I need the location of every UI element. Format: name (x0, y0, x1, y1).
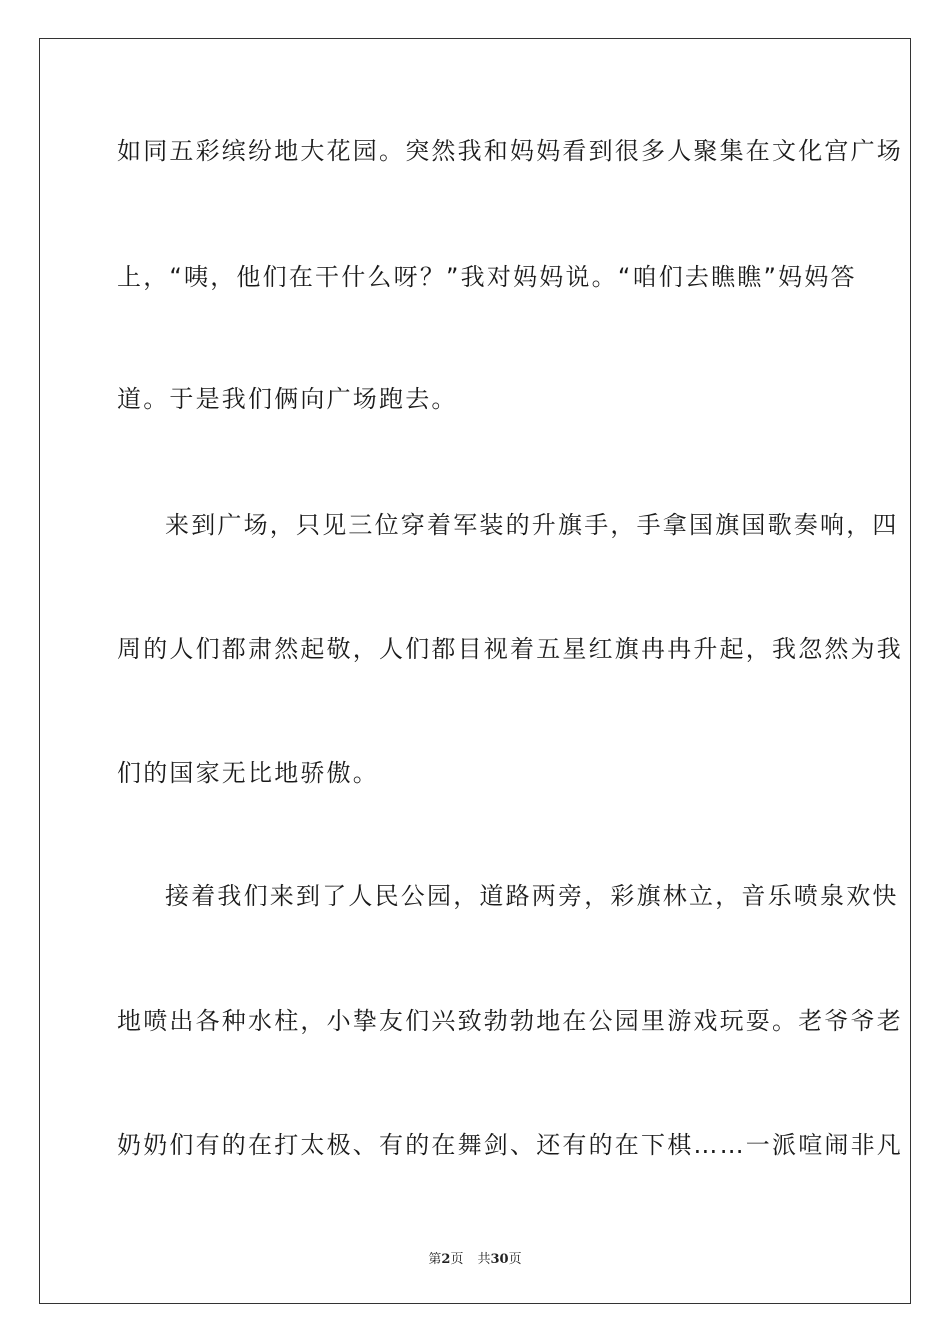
text-line-3: 道。于是我们俩向广场跑去。 (117, 385, 458, 413)
page-border (39, 38, 911, 1304)
page-suffix: 页 (450, 1252, 464, 1267)
page-footer (0, 1248, 950, 1267)
page-number: 2 (441, 1252, 451, 1267)
text-line-1: 如同五彩缤纷地大花园。突然我和妈妈看到很多人聚集在文化宫广场 (117, 137, 903, 165)
text-line-9: 奶奶们有的在打太极、有的在舞剑、还有的在下棋……一派喧闹非凡 (117, 1131, 903, 1159)
total-suffix: 页 (508, 1252, 522, 1267)
text-line-8: 地喷出各种水柱，小挚友们兴致勃勃地在公园里游戏玩耍。老爷爷老 (117, 1007, 903, 1035)
text-line-4: 来到广场，只见三位穿着军装的升旗手，手拿国旗国歌奏响，四 (165, 511, 899, 539)
text-line-2: 上，“咦，他们在干什么呀？”我对妈妈说。“咱们去瞧瞧”妈妈答 (117, 263, 857, 291)
total-pages: 30 (490, 1252, 509, 1267)
page-prefix: 第 (428, 1252, 442, 1267)
total-prefix: 共 (477, 1252, 491, 1267)
text-line-5: 周的人们都肃然起敬，人们都目视着五星红旗冉冉升起，我忽然为我 (117, 635, 903, 663)
text-line-6: 们的国家无比地骄傲。 (117, 759, 379, 787)
text-line-7: 接着我们来到了人民公园，道路两旁，彩旗林立，音乐喷泉欢快 (165, 882, 899, 910)
